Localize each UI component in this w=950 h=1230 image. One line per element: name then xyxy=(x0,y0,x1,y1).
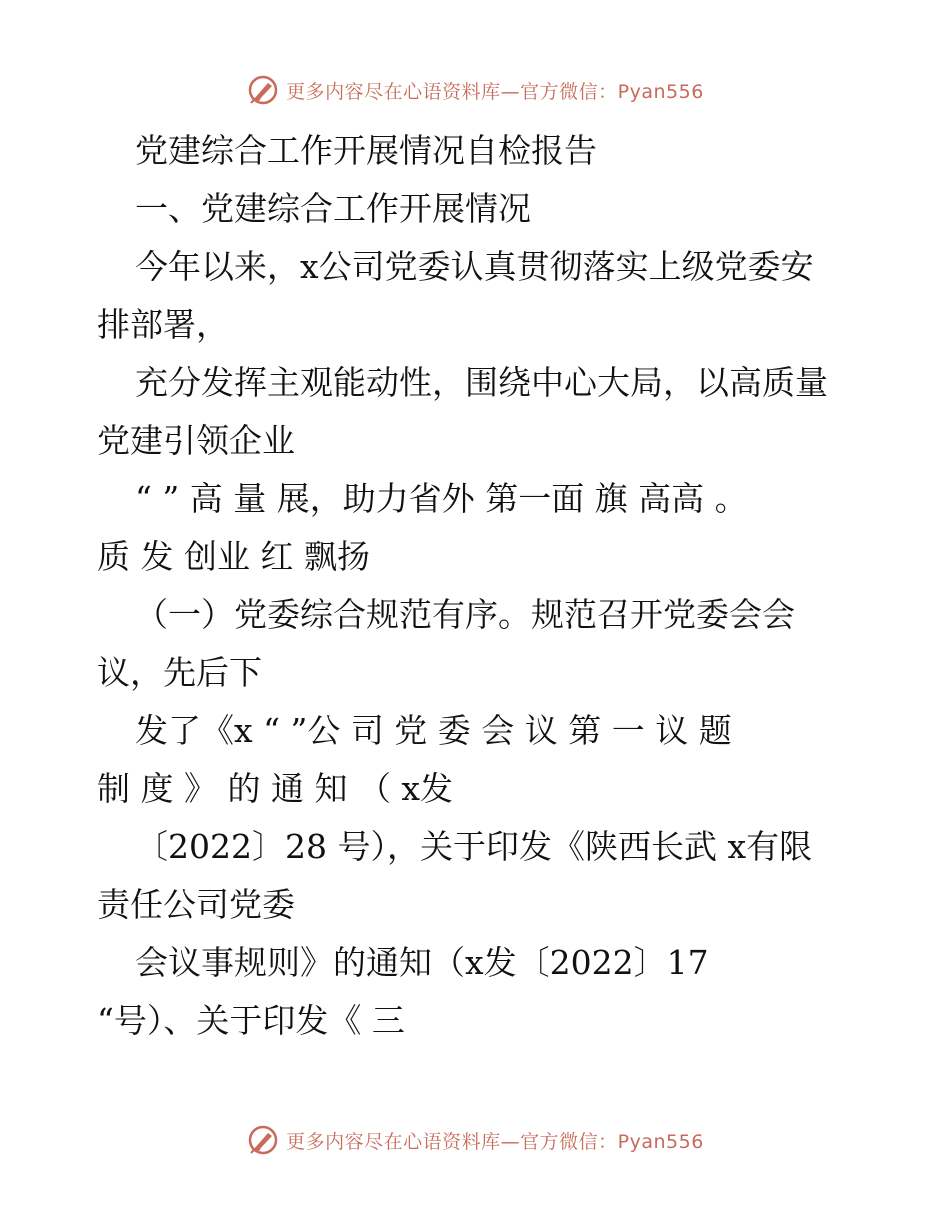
paragraph-line: 议，先后下 xyxy=(97,653,262,692)
watermark-banner-bottom xyxy=(0,1120,950,1160)
paragraph-line: 制 度 》 的 通 知 （ x发 xyxy=(97,769,454,808)
watermark-banner-top xyxy=(0,70,950,110)
pen-logo-icon xyxy=(246,73,280,107)
document-title: 党建综合工作开展情况自检报告 xyxy=(135,131,597,170)
document-body xyxy=(97,122,857,1050)
section-heading: 一、党建综合工作开展情况 xyxy=(135,189,531,228)
subsection-line: （一）党委综合规范有序。规范召开党委会会 xyxy=(135,595,795,634)
paragraph-line: 充分发挥主观能动性，围绕中心大局，以高质量 xyxy=(135,363,828,402)
paragraph-line: 党建引领企业 xyxy=(97,421,295,460)
paragraph-line: 责任公司党委 xyxy=(97,885,295,924)
paragraph-line: 今年以来，x公司党委认真贯彻落实上级党委安 xyxy=(135,247,814,286)
paragraph-line: 发了《x “ ”公 司 党 委 会 议 第 一 议 题 xyxy=(135,711,732,750)
paragraph-line: 〔2022〕28 号），关于印发《陕西长武 x有限 xyxy=(135,827,813,866)
paragraph-line: 排部署， xyxy=(97,305,229,344)
watermark-text: 更多内容尽在心语资料库—官方微信：Pyan556 xyxy=(286,1130,704,1153)
paragraph-line: 会议事规则》的通知（x发〔2022〕17 xyxy=(135,943,709,982)
paragraph-line: “号）、关于印发《 三 xyxy=(97,1001,405,1040)
paragraph-line: “ ” 高 量 展，助力省外 第一面 旗 高高 。 xyxy=(135,479,748,518)
paragraph-line: 质 发 创业 红 飘扬 xyxy=(97,537,370,576)
watermark-text: 更多内容尽在心语资料库—官方微信：Pyan556 xyxy=(286,80,704,103)
pen-logo-icon xyxy=(246,1123,280,1157)
